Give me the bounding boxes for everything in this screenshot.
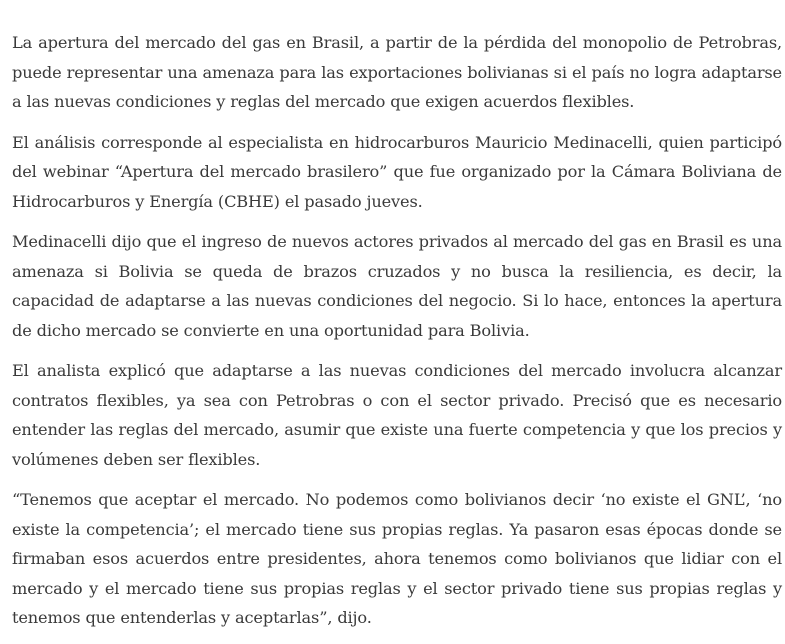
paragraph-5: “Tenemos que aceptar el mercado. No podemos como bolivianos decir ‘no existe el GNL’, ‘no existe la competencia’; el mercado tiene sus propias reglas. Ya pasaron esas épocas donde se firmaban esos acuerdos entre presidentes, ahora tenemos como bolivianos que lidiar con el mercado y el mercado tiene sus propias reglas y el sector privado tiene sus propias reglas y tenemos que entenderlas y aceptarlas”, dijo. <box>12 490 782 627</box>
paragraph-2: El análisis corresponde al especialista en hidrocarburos Mauricio Medinacelli, quien participó del webinar “Apertura del mercado brasilero” que fue organizado por la Cámara Boliviana de Hidrocarburos y Energía (CBHE) el pasado jueves. <box>12 132 782 211</box>
paragraph-3: Medinacelli dijo que el ingreso de nuevos actores privados al mercado del gas en Brasil es una amenaza si Bolivia se queda de brazos cruzados y no busca la resiliencia, es decir, la capacidad de adaptarse a las nuevas condiciones del negocio. Si lo hace, entonces la apertura de dicho mercado se convierte en una oportunidad para Bolivia. <box>12 232 782 340</box>
paragraph-4: El analista explicó que adaptarse a las nuevas condiciones del mercado involucra alcanzar contratos flexibles, ya sea con Petrobras o con el sector privado. Precisó que es necesario entender las reglas del mercado, asumir que existe una fuerte competencia y que los precios y volúmenes deben ser flexibles. <box>12 361 782 469</box>
paragraph-1: La apertura del mercado del gas en Brasil, a partir de la pérdida del monopolio de Petrobras, puede representar una amenaza para las exportaciones bolivianas si el país no logra adaptarse a las nuevas condiciones y reglas del mercado que exigen acuerdos flexibles. <box>12 33 782 111</box>
article-body <box>12 28 782 644</box>
